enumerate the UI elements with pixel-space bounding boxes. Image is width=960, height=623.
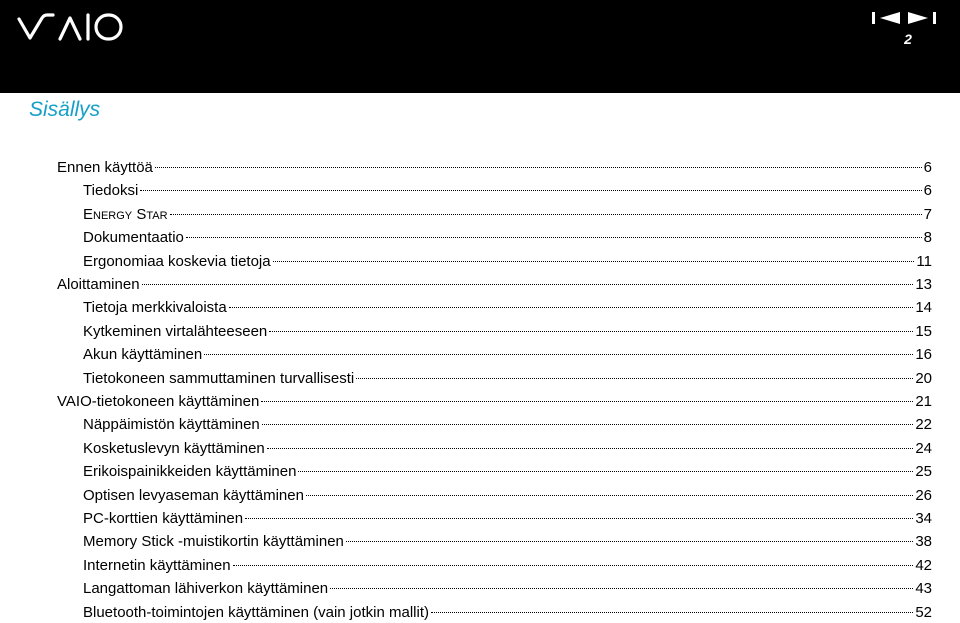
toc-dot-leader: [269, 331, 913, 332]
toc-dot-leader: [356, 378, 913, 379]
toc-entry-label: ENERGY STAR: [83, 205, 168, 223]
toc-entry-page: 20: [915, 369, 932, 387]
toc-entry-page: 26: [915, 486, 932, 504]
toc-entry-page: 21: [915, 393, 932, 410]
toc-entry-label: Erikoispainikkeiden käyttäminen: [83, 463, 297, 481]
toc-entry-label: Kytkeminen virtalähteeseen: [83, 322, 268, 340]
next-page-arrow-icon[interactable]: [908, 11, 936, 25]
toc-entry-label: Näppäimistön käyttäminen: [83, 416, 260, 434]
toc-entry-label: Ennen käyttöä: [57, 159, 153, 176]
toc-entry-label: Langattoman lähiverkon käyttäminen: [83, 580, 329, 598]
toc-entry-page: 7: [923, 205, 932, 223]
toc-entry-page: 34: [915, 510, 932, 527]
toc-entry-label: PC-korttien käyttäminen: [83, 510, 244, 527]
toc-entry-page: 22: [915, 416, 932, 434]
toc-entry[interactable]: [83, 556, 932, 576]
page-navigation: [872, 11, 942, 27]
toc-entry-page: 25: [915, 463, 932, 481]
toc-entry[interactable]: [57, 392, 932, 412]
previous-page-arrow-icon[interactable]: [872, 11, 900, 25]
header-bar: [0, 0, 960, 93]
toc-entry[interactable]: [83, 369, 932, 389]
toc-entry[interactable]: [83, 322, 932, 342]
toc-entry-page: 6: [923, 159, 932, 176]
vaio-logo-icon: [16, 11, 124, 43]
toc-entry-page: 16: [915, 346, 932, 364]
toc-dot-leader: [204, 354, 913, 355]
toc-entry-page: 8: [923, 229, 932, 247]
toc-entry[interactable]: [83, 462, 932, 482]
toc-entry-label: Tietokoneen sammuttaminen turvallisesti: [83, 369, 355, 387]
toc-dot-leader: [186, 237, 922, 238]
toc-entry[interactable]: [83, 345, 932, 365]
toc-entry-label: Internetin käyttäminen: [83, 556, 231, 574]
toc-entry[interactable]: [83, 181, 932, 201]
toc-entry[interactable]: [83, 252, 932, 272]
toc-entry-page: 42: [915, 556, 932, 574]
toc-dot-leader: [298, 471, 913, 472]
toc-entry-page: 6: [923, 182, 932, 200]
toc-dot-leader: [267, 448, 914, 449]
toc-dot-leader: [155, 167, 922, 168]
toc-dot-leader: [273, 261, 915, 262]
toc-entry-page: 52: [915, 603, 932, 621]
toc-dot-leader: [233, 565, 914, 566]
toc-dot-leader: [170, 214, 922, 215]
toc-dot-leader: [262, 424, 914, 425]
toc-entry[interactable]: [83, 205, 932, 226]
toc-entry[interactable]: [83, 603, 932, 623]
toc-entry-label: Kosketuslevyn käyttäminen: [83, 439, 265, 457]
toc-dot-leader: [245, 518, 913, 519]
page-number: 2: [904, 31, 912, 47]
toc-entry-label: VAIO-tietokoneen käyttäminen: [57, 393, 260, 410]
toc-entry-label: Tietoja merkkivaloista: [83, 299, 227, 317]
toc-entry-page: 43: [915, 580, 932, 598]
toc-entry[interactable]: [57, 275, 932, 295]
toc-entry[interactable]: [83, 509, 932, 529]
toc-entry[interactable]: [83, 486, 932, 506]
toc-dot-leader: [306, 495, 913, 496]
toc-dot-leader: [140, 190, 921, 191]
toc-entry-label: Ergonomiaa koskevia tietoja: [83, 252, 271, 270]
toc-entry[interactable]: [83, 298, 932, 318]
toc-entry-page: 15: [915, 322, 932, 340]
toc-entry-label: Akun käyttäminen: [83, 346, 203, 364]
toc-dot-leader: [261, 401, 913, 402]
toc-entry[interactable]: [83, 532, 932, 552]
toc-dot-leader: [330, 588, 913, 589]
toc-entry-label: Memory Stick -muistikortin käyttäminen: [83, 533, 344, 551]
toc-dot-leader: [229, 307, 914, 308]
toc-entry-page: 13: [915, 276, 932, 293]
toc-entry[interactable]: [83, 415, 932, 435]
page-title: Sisällys: [29, 98, 101, 121]
toc-entry-label: Bluetooth-toimintojen käyttäminen (vain jotkin mallit): [83, 603, 429, 621]
toc-entry-page: 38: [915, 533, 932, 551]
toc-entry-page: 24: [915, 439, 932, 457]
toc-entry[interactable]: [83, 439, 932, 459]
toc-dot-leader: [431, 612, 913, 613]
toc-entry-label: Dokumentaatio: [83, 229, 184, 247]
toc-entry-label: Optisen levyaseman käyttäminen: [83, 486, 304, 504]
toc-entry-label: Tiedoksi: [83, 182, 139, 200]
toc-dot-leader: [142, 284, 914, 285]
toc-entry[interactable]: [83, 228, 932, 248]
toc-entry[interactable]: [83, 579, 932, 599]
toc-dot-leader: [346, 541, 913, 542]
toc-entry-page: 14: [915, 299, 932, 317]
toc-entry[interactable]: [57, 158, 932, 178]
toc-entry-label: Aloittaminen: [57, 276, 140, 293]
toc-entry-page: 11: [916, 252, 932, 270]
